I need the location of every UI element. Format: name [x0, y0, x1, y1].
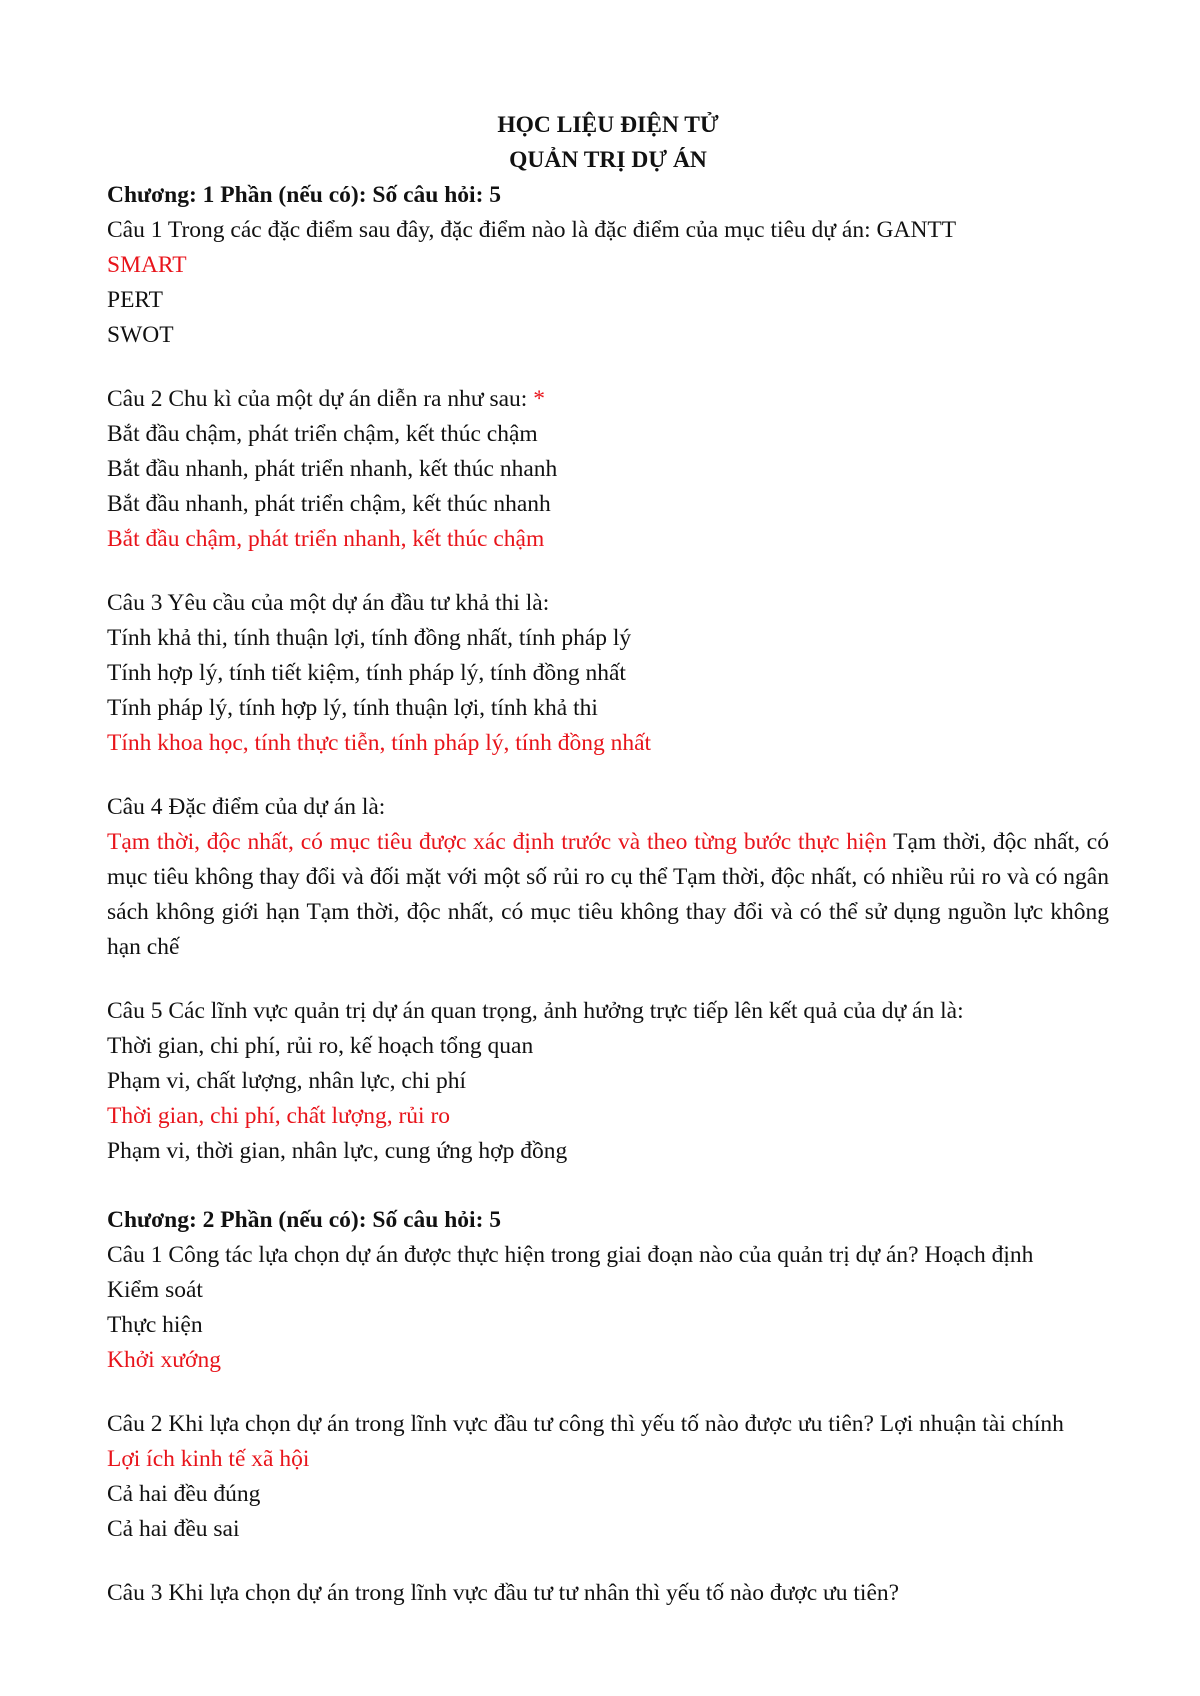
chapter-1-heading: Chương: 1 Phần (nếu có): Số câu hỏi: 5 [107, 182, 502, 208]
ch2-q1-option: Thực hiện [107, 1312, 203, 1338]
ch1-question-2 [107, 382, 1109, 417]
ch1-q1-option-correct: SMART [107, 252, 187, 278]
ch1-question-4: Câu 4 Đặc điểm của dự án là: [107, 794, 386, 820]
spacer [107, 1378, 1109, 1407]
ch1-q4-other-options: Tạm thời, độc nhất, có mục tiêu không thay đổi và đối mặt với một số rủi ro cụ thể Tạm thời, độc nhất, có nhiều rủi ro và có ngân sách không giới hạn Tạm thời, độc nhất, có mục tiêu không thay đổi và có thể sử dụng nguồn lực không hạn chế [107, 829, 1109, 960]
ch2-question-1: Câu 1 Công tác lựa chọn dự án được thực hiện trong giai đoạn nào của quản trị dự án? Hoạch định [107, 1242, 1034, 1268]
spacer [107, 353, 1109, 382]
ch1-q4-option-correct: Tạm thời, độc nhất, có mục tiêu được xác định trước và theo từng bước thực hiện [107, 829, 887, 855]
ch1-q3-option: Tính pháp lý, tính hợp lý, tính thuận lợi, tính khả thi [107, 695, 598, 721]
spacer [107, 965, 1109, 994]
ch1-q1-option: SWOT [107, 322, 174, 348]
ch1-q2-option: Bắt đầu chậm, phát triển chậm, kết thúc chậm [107, 421, 538, 447]
document-title-line-2: QUẢN TRỊ DỰ ÁN [509, 147, 707, 173]
document-title-line-1: HỌC LIỆU ĐIỆN TỬ [497, 112, 719, 138]
ch1-q3-option: Tính hợp lý, tính tiết kiệm, tính pháp lý, tính đồng nhất [107, 660, 626, 686]
ch2-q1-option: Kiểm soát [107, 1277, 203, 1303]
ch1-q5-option: Phạm vi, thời gian, nhân lực, cung ứng hợp đồng [107, 1138, 568, 1164]
ch2-q1-option-correct: Khởi xướng [107, 1347, 221, 1373]
ch1-q2-option: Bắt đầu nhanh, phát triển nhanh, kết thúc nhanh [107, 456, 558, 482]
ch1-q2-option: Bắt đầu nhanh, phát triển chậm, kết thúc nhanh [107, 491, 551, 517]
ch1-q4-options-paragraph [107, 825, 1109, 965]
ch1-q5-option: Phạm vi, chất lượng, nhân lực, chi phí [107, 1068, 467, 1094]
ch1-q1-option: PERT [107, 287, 164, 313]
document-content [107, 108, 1109, 1611]
ch2-q2-option: Cả hai đều sai [107, 1516, 240, 1542]
ch1-q3-option-correct: Tính khoa học, tính thực tiễn, tính pháp lý, tính đồng nhất [107, 730, 652, 756]
ch1-q2-option-correct: Bắt đầu chậm, phát triển nhanh, kết thúc chậm [107, 526, 545, 552]
ch2-question-3: Câu 3 Khi lựa chọn dự án trong lĩnh vực đầu tư tư nhân thì yếu tố nào được ưu tiên? [107, 1580, 900, 1606]
ch2-q2-option: Cả hai đều đúng [107, 1481, 261, 1507]
spacer [107, 1169, 1109, 1203]
spacer [107, 557, 1109, 586]
ch1-q2-text: Câu 2 Chu kì của một dự án diễn ra như sau: [107, 386, 528, 412]
ch1-question-1: Câu 1 Trong các đặc điểm sau đây, đặc điểm nào là đặc điểm của mục tiêu dự án: GANTT [107, 217, 957, 243]
ch2-question-2: Câu 2 Khi lựa chọn dự án trong lĩnh vực đầu tư công thì yếu tố nào được ưu tiên? Lợi nhuận tài chính [107, 1411, 1064, 1437]
ch1-question-5: Câu 5 Các lĩnh vực quản trị dự án quan trọng, ảnh hưởng trực tiếp lên kết quả của dự án là: [107, 998, 964, 1024]
spacer [107, 1547, 1109, 1576]
ch1-q5-option: Thời gian, chi phí, rủi ro, kế hoạch tổng quan [107, 1033, 534, 1059]
ch1-question-3: Câu 3 Yêu cầu của một dự án đầu tư khả thi là: [107, 590, 550, 616]
ch1-q2-marker: * [533, 386, 545, 412]
ch2-q2-option-correct: Lợi ích kinh tế xã hội [107, 1446, 310, 1472]
ch1-q5-option-correct: Thời gian, chi phí, chất lượng, rủi ro [107, 1103, 451, 1129]
ch1-q3-option: Tính khả thi, tính thuận lợi, tính đồng nhất, tính pháp lý [107, 625, 632, 651]
chapter-2-heading: Chương: 2 Phần (nếu có): Số câu hỏi: 5 [107, 1207, 502, 1233]
spacer [107, 761, 1109, 790]
